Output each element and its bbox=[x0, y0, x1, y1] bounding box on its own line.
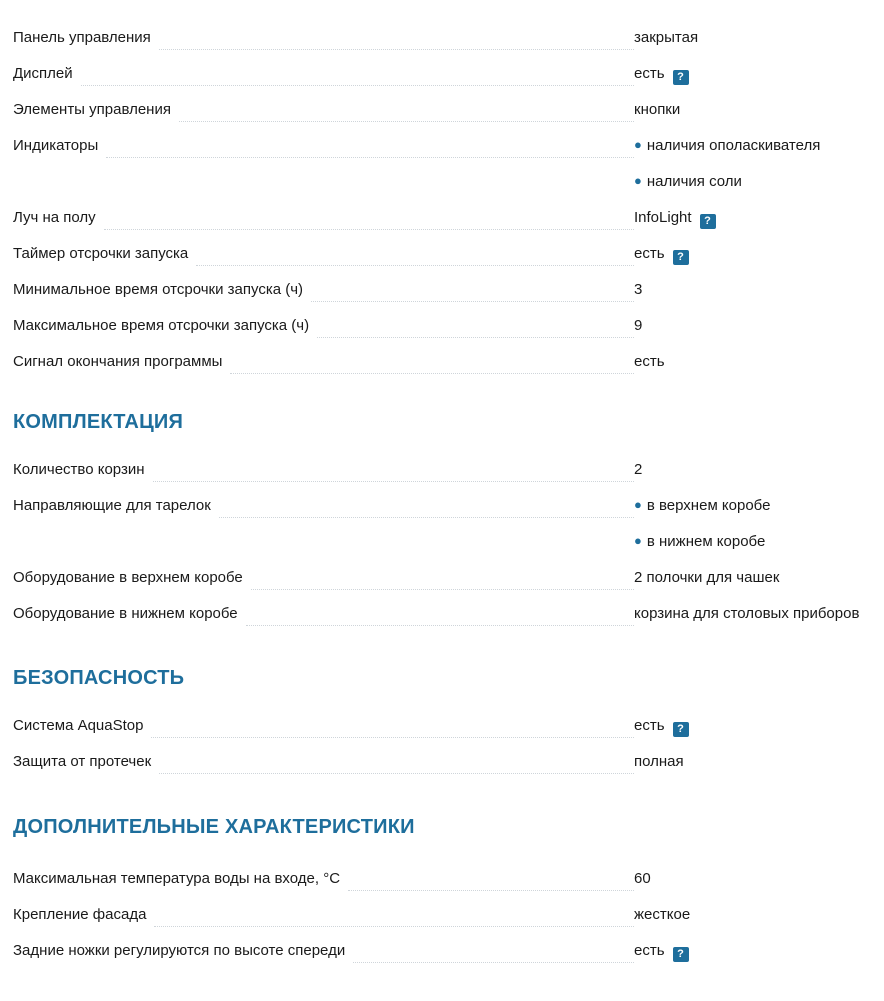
spec-label: Таймер отсрочки запуска bbox=[13, 245, 189, 262]
spec-value-text: есть bbox=[634, 65, 665, 82]
spec-value bbox=[634, 88, 884, 124]
help-icon[interactable]: ? bbox=[673, 70, 689, 85]
spec-row bbox=[13, 52, 884, 88]
dotted-leader bbox=[151, 736, 634, 738]
spec-label: Система AquaStop bbox=[13, 717, 144, 734]
dotted-leader bbox=[251, 588, 634, 590]
dotted-leader bbox=[246, 624, 634, 626]
spec-label-cell bbox=[13, 592, 634, 628]
spec-row bbox=[13, 592, 884, 628]
spec-label: Дисплей bbox=[13, 65, 73, 82]
spec-row bbox=[13, 88, 884, 124]
spec-label: Луч на полу bbox=[13, 209, 96, 226]
spec-row bbox=[13, 16, 884, 52]
spec-values bbox=[634, 16, 884, 52]
spec-label: Элементы управления bbox=[13, 101, 171, 118]
spec-row bbox=[13, 484, 884, 556]
spec-row bbox=[13, 556, 884, 592]
spec-label: Максимальная температура воды на входе, °C bbox=[13, 870, 341, 887]
dotted-leader bbox=[230, 372, 634, 374]
spec-value-text: в верхнем коробе bbox=[646, 497, 771, 514]
spec-label: Сигнал окончания программы bbox=[13, 353, 223, 370]
spec-row bbox=[13, 704, 884, 740]
section-title: ДОПОЛНИТЕЛЬНЫЕ ХАРАКТЕРИСТИКИ bbox=[13, 816, 415, 838]
spec-row bbox=[13, 857, 884, 893]
dotted-leader bbox=[81, 84, 634, 86]
spec-section bbox=[13, 815, 884, 965]
spec-label-cell bbox=[13, 268, 634, 304]
spec-label: Максимальное время отсрочки запуска (ч) bbox=[13, 317, 310, 334]
bullet-icon: ● bbox=[634, 137, 642, 152]
spec-row bbox=[13, 893, 884, 929]
spec-row bbox=[13, 304, 884, 340]
dotted-leader bbox=[154, 925, 634, 927]
spec-values bbox=[634, 340, 884, 376]
spec-rows bbox=[13, 16, 884, 376]
spec-values bbox=[634, 232, 884, 268]
spec-value bbox=[634, 520, 884, 556]
spec-values bbox=[634, 52, 884, 88]
spec-value bbox=[634, 484, 884, 520]
dotted-leader bbox=[317, 336, 634, 338]
bullet-icon: ● bbox=[634, 173, 642, 188]
spec-label: Панель управления bbox=[13, 29, 151, 46]
dotted-leader bbox=[159, 48, 634, 50]
spec-value bbox=[634, 340, 884, 376]
spec-label-cell bbox=[13, 484, 634, 520]
spec-values bbox=[634, 268, 884, 304]
spec-label-cell bbox=[13, 556, 634, 592]
dotted-leader bbox=[196, 264, 634, 266]
spec-value bbox=[634, 556, 884, 592]
spec-label: Индикаторы bbox=[13, 137, 99, 154]
spec-rows bbox=[13, 704, 884, 776]
dotted-leader bbox=[353, 961, 634, 963]
spec-value bbox=[634, 448, 884, 484]
spec-label-cell bbox=[13, 196, 634, 232]
bullet-icon: ● bbox=[634, 497, 642, 512]
spec-value-text: полная bbox=[634, 753, 684, 770]
spec-value-text: есть bbox=[634, 353, 665, 370]
spec-row bbox=[13, 232, 884, 268]
spec-value-text: наличия соли bbox=[646, 173, 742, 190]
spec-values bbox=[634, 124, 884, 196]
spec-value bbox=[634, 304, 884, 340]
spec-label: Защита от протечек bbox=[13, 753, 152, 770]
spec-values bbox=[634, 929, 884, 965]
help-icon[interactable]: ? bbox=[673, 722, 689, 737]
spec-label-cell bbox=[13, 52, 634, 88]
spec-label-cell bbox=[13, 740, 634, 776]
spec-label: Оборудование в верхнем коробе bbox=[13, 569, 243, 586]
help-icon[interactable]: ? bbox=[673, 947, 689, 962]
spec-row bbox=[13, 124, 884, 196]
dotted-leader bbox=[106, 156, 634, 158]
spec-value-text: 60 bbox=[634, 870, 651, 887]
spec-values bbox=[634, 857, 884, 893]
spec-label-cell bbox=[13, 448, 634, 484]
dotted-leader bbox=[153, 480, 634, 482]
spec-label: Направляющие для тарелок bbox=[13, 497, 211, 514]
spec-value-text: корзина для столовых приборов bbox=[634, 605, 860, 622]
spec-label-cell bbox=[13, 232, 634, 268]
dotted-leader bbox=[179, 120, 634, 122]
spec-value-text: есть bbox=[634, 245, 665, 262]
spec-values bbox=[634, 592, 884, 628]
spec-value bbox=[634, 16, 884, 52]
spec-label: Минимальное время отсрочки запуска (ч) bbox=[13, 281, 304, 298]
spec-rows bbox=[13, 857, 884, 965]
spec-values bbox=[634, 484, 884, 556]
spec-value-text: есть bbox=[634, 942, 665, 959]
specs-page bbox=[13, 0, 884, 965]
spec-value-text: InfoLight bbox=[634, 209, 692, 226]
help-icon[interactable]: ? bbox=[700, 214, 716, 229]
spec-values bbox=[634, 740, 884, 776]
spec-value bbox=[634, 196, 884, 232]
spec-value bbox=[634, 160, 884, 196]
spec-label-cell bbox=[13, 893, 634, 929]
help-icon[interactable]: ? bbox=[673, 250, 689, 265]
spec-row bbox=[13, 340, 884, 376]
spec-label: Задние ножки регулируются по высоте спереди bbox=[13, 942, 346, 959]
section-title: БЕЗОПАСНОСТЬ bbox=[13, 667, 185, 689]
spec-value-text: закрытая bbox=[634, 29, 699, 46]
spec-row bbox=[13, 448, 884, 484]
spec-value-text: 9 bbox=[634, 317, 643, 334]
spec-value-text: есть bbox=[634, 717, 665, 734]
spec-section bbox=[13, 666, 884, 776]
dotted-leader bbox=[104, 228, 634, 230]
spec-value bbox=[634, 893, 884, 929]
spec-values bbox=[634, 556, 884, 592]
spec-value-text: кнопки bbox=[634, 101, 681, 118]
spec-value-text: 2 полочки для чашек bbox=[634, 569, 780, 586]
spec-label-cell bbox=[13, 88, 634, 124]
spec-row bbox=[13, 929, 884, 965]
dotted-leader bbox=[219, 516, 634, 518]
spec-label: Крепление фасада bbox=[13, 906, 147, 923]
spec-label-cell bbox=[13, 124, 634, 160]
dotted-leader bbox=[311, 300, 634, 302]
spec-value bbox=[634, 232, 884, 268]
spec-label-cell bbox=[13, 929, 634, 965]
spec-value bbox=[634, 124, 884, 160]
spec-value bbox=[634, 740, 884, 776]
spec-value-text: 3 bbox=[634, 281, 643, 298]
spec-row bbox=[13, 740, 884, 776]
spec-label: Количество корзин bbox=[13, 461, 145, 478]
spec-label: Оборудование в нижнем коробе bbox=[13, 605, 238, 622]
spec-value-text: в нижнем коробе bbox=[646, 533, 766, 550]
spec-value-text: наличия ополаскивателя bbox=[646, 137, 821, 154]
spec-values bbox=[634, 704, 884, 740]
spec-label-cell bbox=[13, 857, 634, 893]
spec-row bbox=[13, 268, 884, 304]
spec-value bbox=[634, 929, 884, 965]
spec-values bbox=[634, 196, 884, 232]
section-title: КОМПЛЕКТАЦИЯ bbox=[13, 411, 184, 433]
spec-values bbox=[634, 893, 884, 929]
spec-value bbox=[634, 592, 884, 628]
dotted-leader bbox=[348, 889, 634, 891]
spec-values bbox=[634, 304, 884, 340]
spec-label-cell bbox=[13, 304, 634, 340]
spec-label-cell bbox=[13, 340, 634, 376]
spec-rows bbox=[13, 448, 884, 628]
bullet-icon: ● bbox=[634, 533, 642, 548]
spec-label-cell bbox=[13, 704, 634, 740]
spec-values bbox=[634, 448, 884, 484]
spec-section bbox=[13, 410, 884, 628]
spec-value bbox=[634, 52, 884, 88]
spec-value bbox=[634, 857, 884, 893]
spec-label-cell bbox=[13, 16, 634, 52]
spec-row bbox=[13, 196, 884, 232]
spec-value bbox=[634, 268, 884, 304]
spec-value-text: жесткое bbox=[634, 906, 691, 923]
spec-value-text: 2 bbox=[634, 461, 643, 478]
spec-section bbox=[13, 0, 884, 376]
spec-value bbox=[634, 704, 884, 740]
dotted-leader bbox=[159, 772, 634, 774]
spec-values bbox=[634, 88, 884, 124]
